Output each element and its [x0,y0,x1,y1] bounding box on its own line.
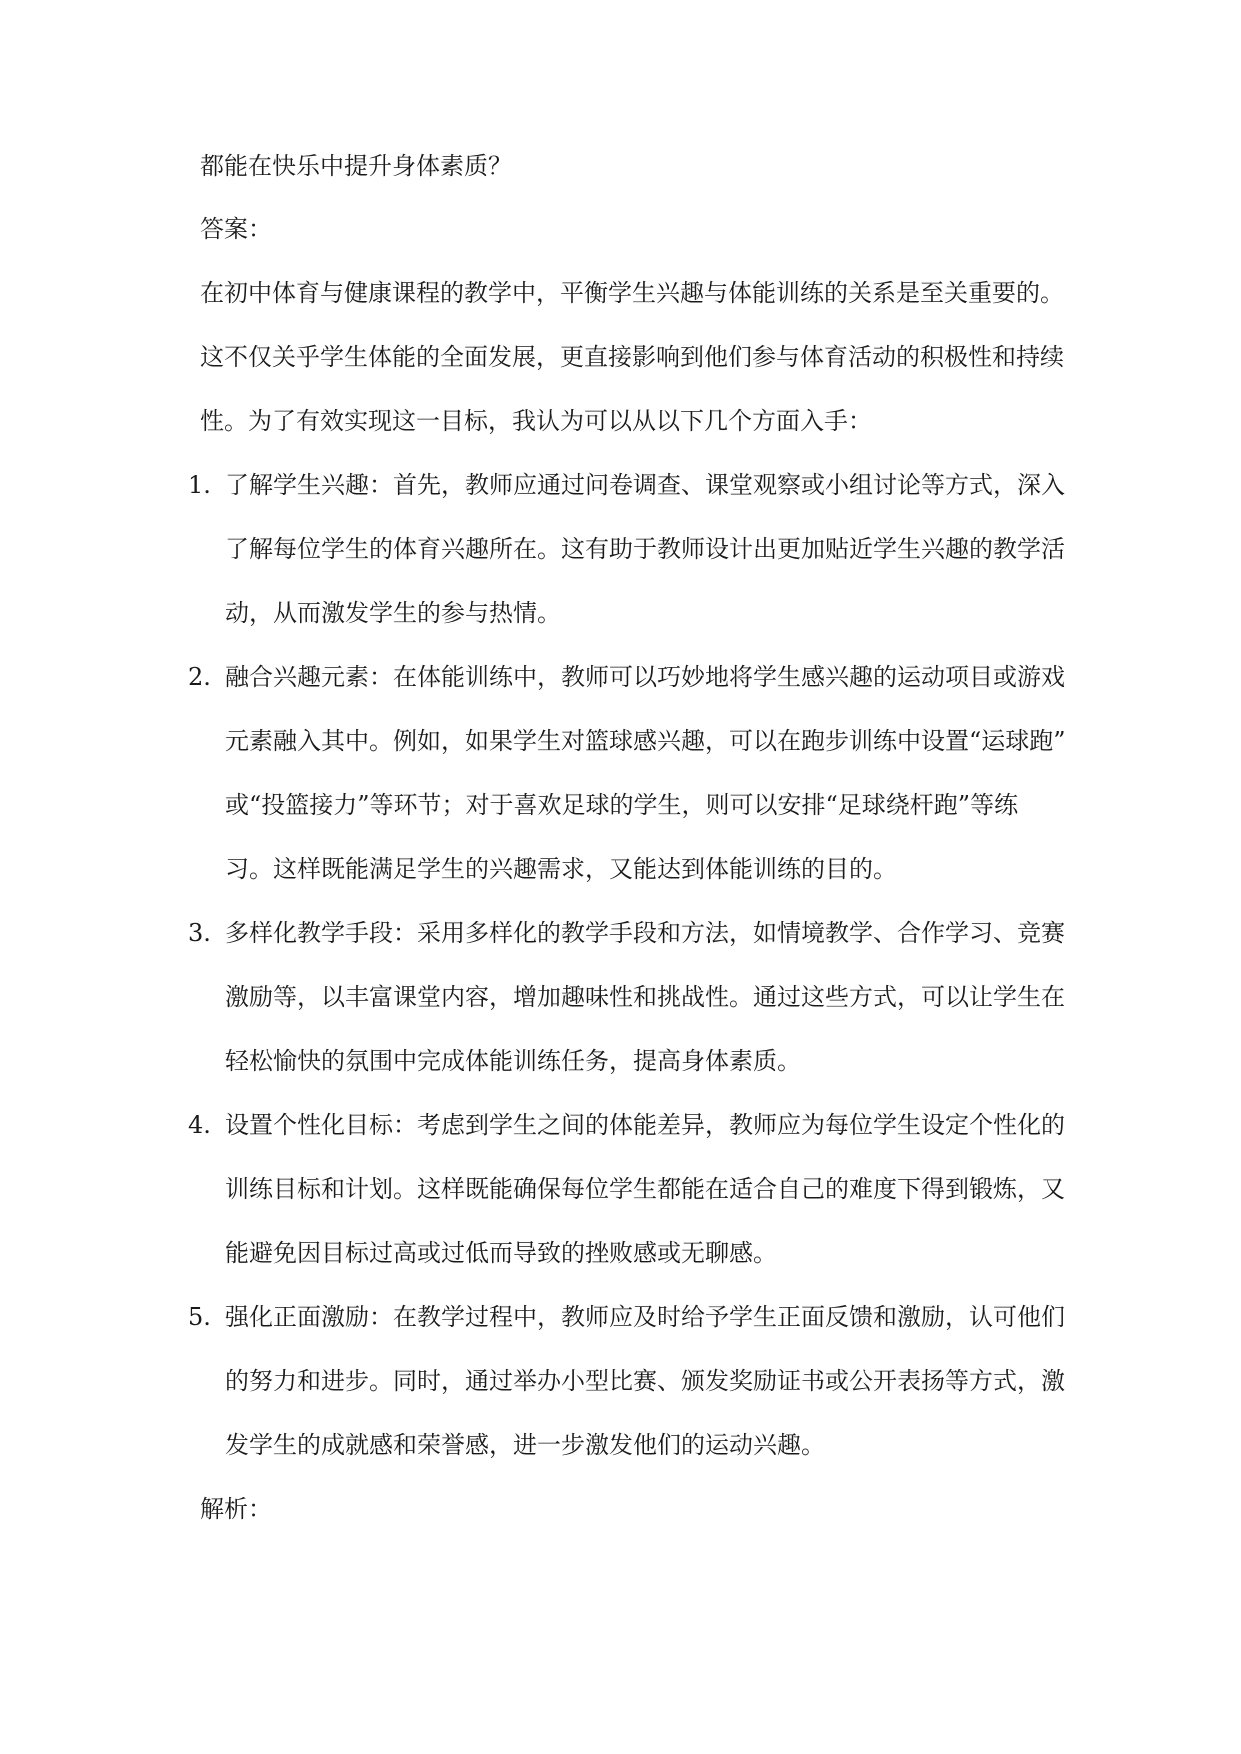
question-tail-line: 都能在快乐中提升身体素质？ [200,152,512,180]
list-item-line: 的努力和进步。同时，通过举办小型比赛、颁发奖励证书或公开表扬等方式，激 [225,1367,1065,1395]
list-item-line: 了解学生兴趣：首先，教师应通过问卷调查、课堂观察或小组讨论等方式，深入 [225,471,1065,499]
list-item-line: 能避免因目标过高或过低而导致的挫败感或无聊感。 [225,1239,777,1267]
answer-intro-line: 在初中体育与健康课程的教学中，平衡学生兴趣与体能训练的关系是至关重要的。 [200,279,1064,307]
list-item-line: 了解每位学生的体育兴趣所在。这有助于教师设计出更加贴近学生兴趣的教学活 [225,535,1065,563]
list-item-number: 5. [188,1303,211,1331]
list-item-number: 3. [188,919,211,947]
analysis-label: 解析： [200,1495,272,1523]
list-item-number: 4. [188,1111,211,1139]
list-item-line: 动，从而激发学生的参与热情。 [225,599,561,627]
list-item-line: 训练目标和计划。这样既能确保每位学生都能在适合自己的难度下得到锻炼，又 [225,1175,1065,1203]
list-item-line: 元素融入其中。例如，如果学生对篮球感兴趣，可以在跑步训练中设置“运球跑” [225,727,1066,755]
answer-intro-line: 这不仅关乎学生体能的全面发展，更直接影响到他们参与体育活动的积极性和持续 [200,343,1064,371]
list-item-number: 1. [188,471,211,499]
answer-label: 答案： [200,215,272,243]
list-item-line: 激励等，以丰富课堂内容，增加趣味性和挑战性。通过这些方式，可以让学生在 [225,983,1065,1011]
list-item-line: 设置个性化目标：考虑到学生之间的体能差异，教师应为每位学生设定个性化的 [225,1111,1065,1139]
list-item-line: 习。这样既能满足学生的兴趣需求，又能达到体能训练的目的。 [225,855,897,883]
list-item-line: 融合兴趣元素：在体能训练中，教师可以巧妙地将学生感兴趣的运动项目或游戏 [225,663,1065,691]
list-item-line: 强化正面激励：在教学过程中，教师应及时给予学生正面反馈和激励，认可他们 [225,1303,1065,1331]
list-item-number: 2. [188,663,211,691]
list-item-line: 发学生的成就感和荣誉感，进一步激发他们的运动兴趣。 [225,1431,825,1459]
answer-intro-line: 性。为了有效实现这一目标，我认为可以从以下几个方面入手： [200,407,872,435]
list-item-line: 多样化教学手段：采用多样化的教学手段和方法，如情境教学、合作学习、竞赛 [225,919,1065,947]
list-item-line: 或“投篮接力”等环节；对于喜欢足球的学生，则可以安排“足球绕杆跑”等练 [225,791,1019,819]
list-item-line: 轻松愉快的氛围中完成体能训练任务，提高身体素质。 [225,1047,801,1075]
